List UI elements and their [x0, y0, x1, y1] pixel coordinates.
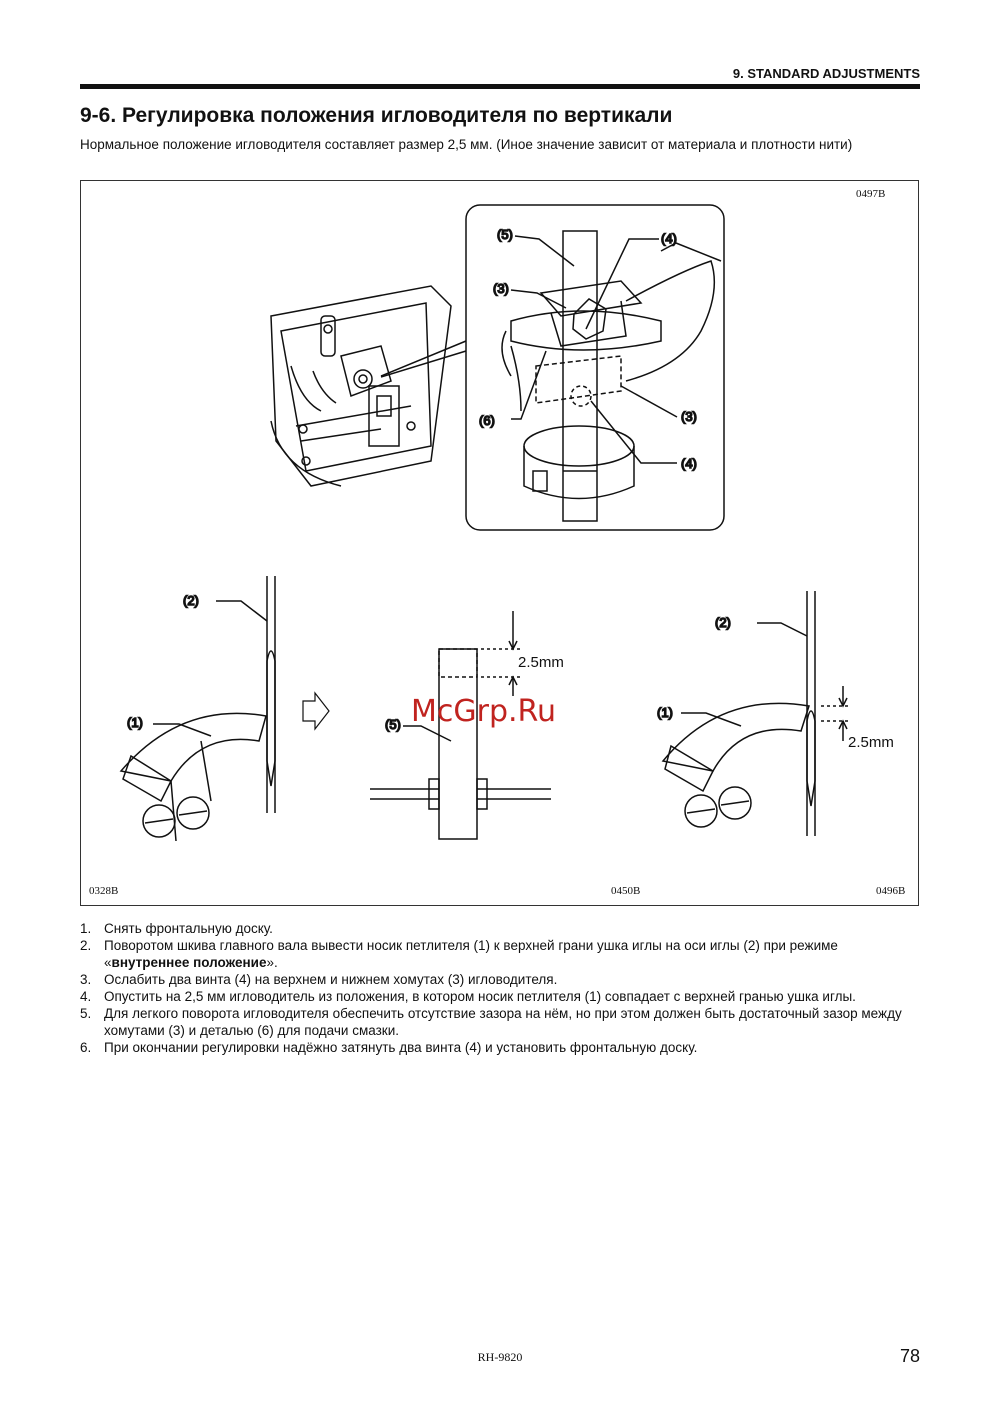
looper-needle-left: [121, 576, 329, 841]
callout-2-right: (2): [715, 615, 731, 630]
looper-needle-right: [663, 591, 851, 836]
intro-paragraph: Нормальное положение игловодителя составляет размер 2,5 мм. (Иное значение зависит от материала и плотности нити): [80, 137, 853, 152]
callout-4-zoom-bottom: (4): [681, 456, 697, 471]
step-item: 6. При окончании регулировки надёжно затянуть два винта (4) и установить фронтальную доску.: [80, 1040, 698, 1055]
section-header: 9. STANDARD ADJUSTMENTS: [732, 66, 920, 81]
figure-panel: [80, 180, 919, 906]
machine-front-drawing: [271, 286, 466, 486]
technical-illustration: [81, 181, 918, 905]
page-title: 9-6. Регулировка положения игловодителя по вертикали: [80, 104, 673, 127]
footer-model: RH-9820: [477, 1350, 523, 1364]
dimension-center: 2.5mm: [518, 654, 564, 671]
procedure-steps: [80, 920, 920, 1056]
header-rule: [80, 84, 920, 89]
callout-1-right: (1): [657, 705, 673, 720]
step-item: 2. Поворотом шкива главного вала вывести носик петлителя (1) к верхней грани ушка иглы на оси иглы (2) при режиме «внутреннее положение».: [80, 938, 838, 970]
callout-3-zoom-top: (3): [493, 281, 509, 296]
callout-4-zoom-top: (4): [661, 231, 677, 246]
watermark-text: McGrp.Ru: [411, 694, 557, 729]
page-number: 78: [899, 1346, 920, 1366]
figure-code-bottom-center: 0450B: [611, 885, 641, 897]
figure-code-bottom-right: 0496B: [876, 885, 906, 897]
dimension-right: 2.5mm: [848, 734, 894, 751]
callout-6-zoom: (6): [479, 413, 495, 428]
emphasis-text: внутреннее положение: [111, 955, 267, 970]
callout-5-zoom: (5): [497, 227, 513, 242]
callout-1-left: (1): [127, 715, 143, 730]
step-item: 4. Опустить на 2,5 мм игловодитель из положения, в котором носик петлителя (1) совпадает с верхней гранью ушка иглы.: [80, 989, 856, 1004]
step-item: 3. Ослабить два винта (4) на верхнем и нижнем хомутах (3) игловодителя.: [80, 972, 558, 987]
callout-5-center: (5): [385, 717, 401, 732]
callout-2-left: (2): [183, 593, 199, 608]
step-item: 5. Для легкого поворота игловодителя обеспечить отсутствие зазора на нём, но при этом должен быть достаточный зазор между хомутами (3) и деталью (6) для подачи смазки.: [80, 1006, 902, 1038]
callout-3-zoom-bottom: (3): [681, 409, 697, 424]
step-item: 1. Снять фронтальную доску.: [80, 921, 273, 936]
zoom-detail: [381, 205, 724, 530]
figure-code-top-right: 0497B: [856, 188, 886, 200]
figure-code-bottom-left: 0328B: [89, 885, 119, 897]
